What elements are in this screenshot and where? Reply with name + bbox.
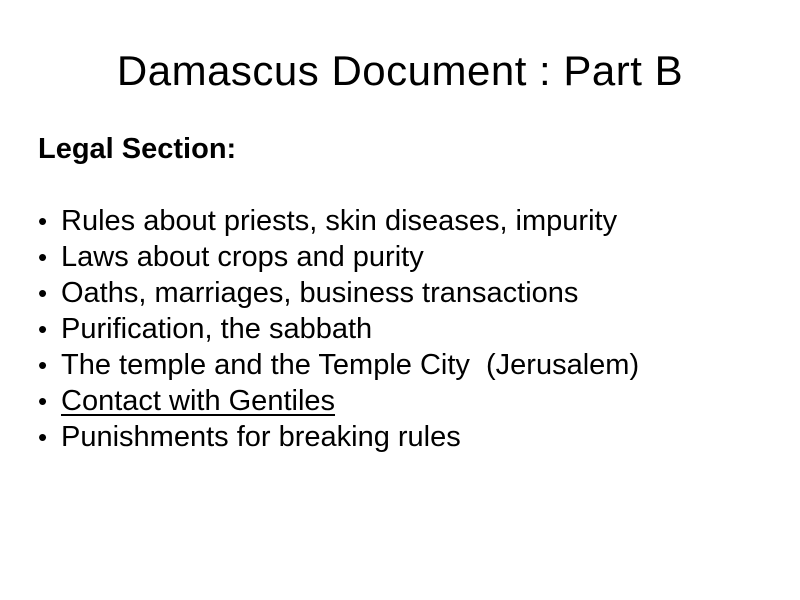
bullet-icon: • <box>38 242 48 272</box>
bullet-text: Laws about crops and purity <box>61 241 424 273</box>
bullet-icon: • <box>38 422 48 452</box>
section-heading: Legal Section: <box>38 133 237 165</box>
bullet-item <box>38 347 784 383</box>
bullet-text: The temple and the Temple City (Jerusalem) <box>61 349 640 381</box>
bullet-icon: • <box>38 206 48 236</box>
bullet-icon: • <box>38 350 48 380</box>
bullet-text: Punishments for breaking rules <box>61 421 461 453</box>
bullet-icon: • <box>38 386 48 416</box>
bullet-item <box>38 419 784 455</box>
bullet-text: Contact with Gentiles <box>61 385 336 417</box>
slide-title: Damascus Document : Part B <box>116 47 684 94</box>
bullet-text: Rules about priests, skin diseases, impurity <box>61 205 618 237</box>
bullet-item <box>38 383 784 419</box>
bullet-item <box>38 311 784 347</box>
bullet-icon: • <box>38 314 48 344</box>
bullet-item <box>38 275 784 311</box>
bullet-icon: • <box>38 278 48 308</box>
bullet-item <box>38 203 784 239</box>
slide-body <box>38 131 784 455</box>
bullet-text: Purification, the sabbath <box>61 313 373 345</box>
bullet-text: Oaths, marriages, business transactions <box>61 277 579 309</box>
bullet-item <box>38 239 784 275</box>
bullet-list <box>38 203 784 455</box>
